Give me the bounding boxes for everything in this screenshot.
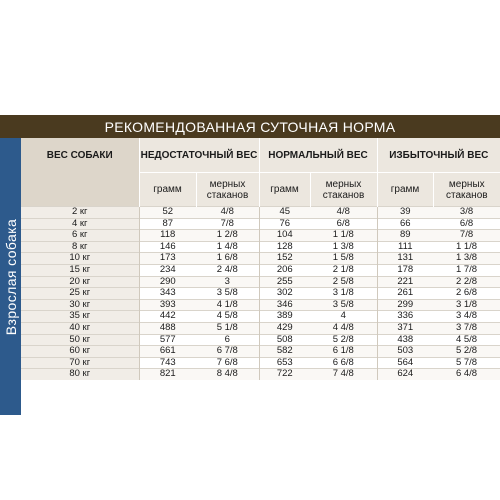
table-row bbox=[21, 276, 500, 288]
cell-normal-cups: 4/8 bbox=[310, 207, 377, 219]
cell-over-gram: 438 bbox=[377, 334, 433, 346]
cell-under-cups: 4 5/8 bbox=[196, 311, 259, 323]
cell-dog-weight: 35 кг bbox=[21, 311, 139, 323]
cell-normal-cups: 5 2/8 bbox=[310, 334, 377, 346]
cell-over-cups: 2 2/8 bbox=[433, 276, 500, 288]
cell-over-gram: 299 bbox=[377, 299, 433, 311]
table-row bbox=[21, 322, 500, 334]
cell-over-cups: 6/8 bbox=[433, 218, 500, 230]
table-row bbox=[21, 369, 500, 380]
cell-under-gram: 743 bbox=[139, 357, 196, 369]
feeding-table bbox=[0, 115, 500, 415]
cell-under-gram: 488 bbox=[139, 322, 196, 334]
cell-under-cups: 7/8 bbox=[196, 218, 259, 230]
cell-normal-gram: 429 bbox=[259, 322, 310, 334]
cell-under-cups: 4 1/8 bbox=[196, 299, 259, 311]
cell-under-cups: 3 bbox=[196, 276, 259, 288]
cell-over-gram: 89 bbox=[377, 230, 433, 242]
cell-normal-gram: 255 bbox=[259, 276, 310, 288]
cell-under-gram: 87 bbox=[139, 218, 196, 230]
cell-over-cups: 2 6/8 bbox=[433, 288, 500, 300]
table-row bbox=[21, 299, 500, 311]
cell-under-gram: 577 bbox=[139, 334, 196, 346]
table-body bbox=[21, 207, 500, 380]
cell-normal-cups: 6 6/8 bbox=[310, 357, 377, 369]
cell-normal-gram: 582 bbox=[259, 346, 310, 358]
cell-over-gram: 624 bbox=[377, 369, 433, 380]
cell-over-gram: 261 bbox=[377, 288, 433, 300]
cell-over-cups: 1 7/8 bbox=[433, 264, 500, 276]
cell-normal-cups: 7 4/8 bbox=[310, 369, 377, 380]
table-row bbox=[21, 357, 500, 369]
cell-under-gram: 290 bbox=[139, 276, 196, 288]
cell-under-cups: 4/8 bbox=[196, 207, 259, 219]
cell-under-gram: 393 bbox=[139, 299, 196, 311]
header-weight: ВЕС СОБАКИ bbox=[21, 138, 139, 173]
table-row bbox=[21, 288, 500, 300]
cell-over-cups: 3/8 bbox=[433, 207, 500, 219]
cell-normal-gram: 104 bbox=[259, 230, 310, 242]
cell-normal-cups: 4 4/8 bbox=[310, 322, 377, 334]
cell-normal-gram: 722 bbox=[259, 369, 310, 380]
cell-over-gram: 371 bbox=[377, 322, 433, 334]
cell-normal-gram: 302 bbox=[259, 288, 310, 300]
cell-normal-cups: 1 1/8 bbox=[310, 230, 377, 242]
table-row bbox=[21, 346, 500, 358]
cell-under-cups: 1 6/8 bbox=[196, 253, 259, 265]
cell-over-cups: 1 3/8 bbox=[433, 253, 500, 265]
cell-under-gram: 173 bbox=[139, 253, 196, 265]
cell-over-gram: 131 bbox=[377, 253, 433, 265]
cell-under-gram: 661 bbox=[139, 346, 196, 358]
cell-under-gram: 146 bbox=[139, 241, 196, 253]
table-row bbox=[21, 207, 500, 219]
cell-dog-weight: 8 кг bbox=[21, 241, 139, 253]
cell-over-gram: 178 bbox=[377, 264, 433, 276]
table-row bbox=[21, 334, 500, 346]
cell-normal-gram: 76 bbox=[259, 218, 310, 230]
feeding-grid bbox=[21, 138, 500, 380]
table-row bbox=[21, 311, 500, 323]
cell-normal-cups: 2 1/8 bbox=[310, 264, 377, 276]
cell-normal-cups: 2 5/8 bbox=[310, 276, 377, 288]
cell-under-gram: 343 bbox=[139, 288, 196, 300]
cell-under-gram: 442 bbox=[139, 311, 196, 323]
cell-normal-cups: 1 5/8 bbox=[310, 253, 377, 265]
cell-normal-cups: 4 bbox=[310, 311, 377, 323]
cell-normal-gram: 389 bbox=[259, 311, 310, 323]
cell-over-cups: 3 7/8 bbox=[433, 322, 500, 334]
header-normal-weight: НОРМАЛЬНЫЙ ВЕС bbox=[259, 138, 377, 173]
subheader-normal-gram: грамм bbox=[259, 173, 310, 207]
cell-dog-weight: 6 кг bbox=[21, 230, 139, 242]
subheader-over-gram: грамм bbox=[377, 173, 433, 207]
cell-over-gram: 39 bbox=[377, 207, 433, 219]
cell-under-cups: 8 4/8 bbox=[196, 369, 259, 380]
header-underweight: НЕДОСТАТОЧНЫЙ ВЕС bbox=[139, 138, 259, 173]
subheader-over-cups: мерных стаканов bbox=[433, 173, 500, 207]
cell-over-gram: 111 bbox=[377, 241, 433, 253]
table-row bbox=[21, 241, 500, 253]
cell-over-cups: 6 4/8 bbox=[433, 369, 500, 380]
cell-under-cups: 2 4/8 bbox=[196, 264, 259, 276]
cell-dog-weight: 20 кг bbox=[21, 276, 139, 288]
cell-dog-weight: 4 кг bbox=[21, 218, 139, 230]
cell-dog-weight: 50 кг bbox=[21, 334, 139, 346]
cell-under-gram: 52 bbox=[139, 207, 196, 219]
cell-dog-weight: 10 кг bbox=[21, 253, 139, 265]
cell-over-cups: 7/8 bbox=[433, 230, 500, 242]
table-row bbox=[21, 218, 500, 230]
cell-over-gram: 503 bbox=[377, 346, 433, 358]
cell-dog-weight: 30 кг bbox=[21, 299, 139, 311]
cell-normal-gram: 128 bbox=[259, 241, 310, 253]
cell-normal-cups: 3 1/8 bbox=[310, 288, 377, 300]
cell-dog-weight: 25 кг bbox=[21, 288, 139, 300]
header-weight-fill bbox=[21, 173, 139, 207]
cell-under-cups: 7 6/8 bbox=[196, 357, 259, 369]
cell-under-cups: 1 2/8 bbox=[196, 230, 259, 242]
cell-normal-gram: 206 bbox=[259, 264, 310, 276]
table-title: РЕКОМЕНДОВАННАЯ СУТОЧНАЯ НОРМА bbox=[0, 115, 500, 138]
cell-dog-weight: 2 кг bbox=[21, 207, 139, 219]
cell-under-cups: 5 1/8 bbox=[196, 322, 259, 334]
cell-over-gram: 336 bbox=[377, 311, 433, 323]
cell-dog-weight: 40 кг bbox=[21, 322, 139, 334]
cell-under-gram: 821 bbox=[139, 369, 196, 380]
cell-dog-weight: 60 кг bbox=[21, 346, 139, 358]
table-row bbox=[21, 264, 500, 276]
cell-normal-gram: 653 bbox=[259, 357, 310, 369]
cell-over-gram: 564 bbox=[377, 357, 433, 369]
cell-over-gram: 66 bbox=[377, 218, 433, 230]
cell-normal-cups: 6 1/8 bbox=[310, 346, 377, 358]
cell-normal-cups: 1 3/8 bbox=[310, 241, 377, 253]
cell-under-cups: 6 bbox=[196, 334, 259, 346]
subheader-normal-cups: мерных стаканов bbox=[310, 173, 377, 207]
cell-over-cups: 5 2/8 bbox=[433, 346, 500, 358]
cell-over-cups: 3 4/8 bbox=[433, 311, 500, 323]
cell-under-gram: 234 bbox=[139, 264, 196, 276]
cell-under-cups: 6 7/8 bbox=[196, 346, 259, 358]
cell-normal-gram: 152 bbox=[259, 253, 310, 265]
cell-normal-gram: 346 bbox=[259, 299, 310, 311]
subheader-under-cups: мерных стаканов bbox=[196, 173, 259, 207]
cell-dog-weight: 15 кг bbox=[21, 264, 139, 276]
cell-under-gram: 118 bbox=[139, 230, 196, 242]
header-overweight: ИЗБЫТОЧНЫЙ ВЕС bbox=[377, 138, 500, 173]
table-row bbox=[21, 253, 500, 265]
side-label: Взрослая собака bbox=[2, 218, 19, 335]
cell-over-cups: 5 7/8 bbox=[433, 357, 500, 369]
cell-under-cups: 3 5/8 bbox=[196, 288, 259, 300]
subheader-under-gram: грамм bbox=[139, 173, 196, 207]
cell-under-cups: 1 4/8 bbox=[196, 241, 259, 253]
table-row bbox=[21, 230, 500, 242]
cell-over-cups: 1 1/8 bbox=[433, 241, 500, 253]
cell-normal-cups: 6/8 bbox=[310, 218, 377, 230]
side-label-bar bbox=[0, 138, 21, 415]
cell-normal-cups: 3 5/8 bbox=[310, 299, 377, 311]
cell-over-cups: 4 5/8 bbox=[433, 334, 500, 346]
cell-dog-weight: 70 кг bbox=[21, 357, 139, 369]
cell-normal-gram: 45 bbox=[259, 207, 310, 219]
cell-over-gram: 221 bbox=[377, 276, 433, 288]
cell-normal-gram: 508 bbox=[259, 334, 310, 346]
cell-dog-weight: 80 кг bbox=[21, 369, 139, 380]
cell-over-cups: 3 1/8 bbox=[433, 299, 500, 311]
